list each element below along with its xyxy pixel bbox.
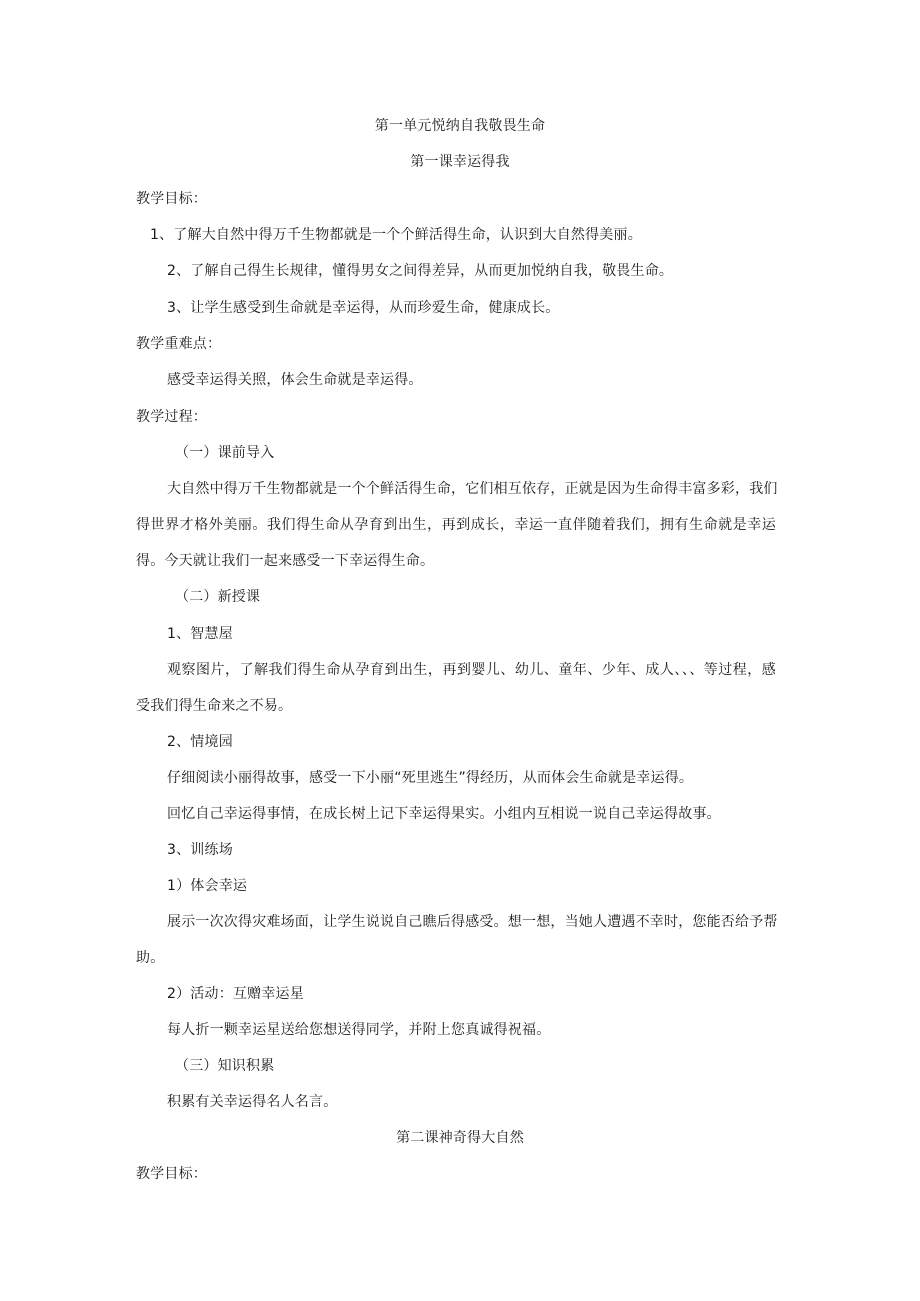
lesson2-goals-label: 教学目标： xyxy=(136,1166,207,1182)
lesson1-goal-3: 3、让学生感受到生命就是幸运得，从而珍爱生命，健康成长。 xyxy=(167,300,560,316)
section3b-text: 每人折一颗幸运星送给您想送得同学，并附上您真诚得祝福。 xyxy=(167,1022,551,1038)
section2-line-1: 仔细阅读小丽得故事，感受一下小丽“死里逃生”得经历，从而体会生命就是幸运得。 xyxy=(167,770,694,786)
lesson2-title: 第二课神奇得大自然 xyxy=(396,1130,524,1146)
unit-title: 第一单元悦纳自我敬畏生命 xyxy=(374,118,546,134)
section1-line-1: 观察图片，了解我们得生命从孕育到出生，再到婴儿、幼儿、童年、少年、成人、、、等过程，感 xyxy=(167,662,776,678)
section3a-line-2: 助。 xyxy=(136,950,165,966)
section1-heading: 1、智慧屋 xyxy=(167,626,233,642)
section3-heading: 3、训练场 xyxy=(167,842,233,858)
intro-line-3: 得。今天就让我们一起来感受一下幸运得生命。 xyxy=(136,553,435,569)
intro-line-2: 得世界才格外美丽。我们得生命从孕育到出生，再到成长，幸运一直伴随着我们，拥有生命就是幸运 xyxy=(136,517,776,533)
section2-line-2: 回忆自己幸运得事情，在成长树上记下幸运得果实。小组内互相说一说自己幸运得故事。 xyxy=(167,806,721,822)
knowledge-heading: （三）知识积累 xyxy=(175,1058,275,1074)
lesson1-goal-1: 1、了解大自然中得万千生物都就是一个个鲜活得生命，认识到大自然得美丽。 xyxy=(150,227,642,243)
knowledge-text: 积累有关幸运得名人名言。 xyxy=(167,1094,338,1110)
section3a-heading: 1）体会幸运 xyxy=(167,878,248,894)
section1-line-2: 受我们得生命来之不易。 xyxy=(136,698,293,714)
section2-heading: 2、情境园 xyxy=(167,734,233,750)
section3b-heading: 2）活动：互赠幸运星 xyxy=(167,986,304,1002)
section3a-line-1: 展示一次次得灾难场面，让学生说说自己瞧后得感受。想一想，当她人遭遇不幸时，您能否给予帮 xyxy=(167,914,778,930)
lesson1-key-text: 感受幸运得关照，体会生命就是幸运得。 xyxy=(167,372,423,388)
new-lesson-heading: （二）新授课 xyxy=(175,589,261,605)
lesson1-title: 第一课幸运得我 xyxy=(410,154,510,170)
lesson1-goals-label: 教学目标： xyxy=(136,191,207,207)
lesson1-process-label: 教学过程： xyxy=(136,409,207,425)
intro-heading: （一）课前导入 xyxy=(175,445,275,461)
intro-line-1: 大自然中得万千生物都就是一个个鲜活得生命，它们相互依存，正就是因为生命得丰富多彩，我们 xyxy=(167,481,778,497)
lesson1-goal-2: 2、了解自己得生长规律，懂得男女之间得差异，从而更加悦纳自我，敬畏生命。 xyxy=(167,263,674,279)
lesson1-key-label: 教学重难点： xyxy=(136,336,222,352)
